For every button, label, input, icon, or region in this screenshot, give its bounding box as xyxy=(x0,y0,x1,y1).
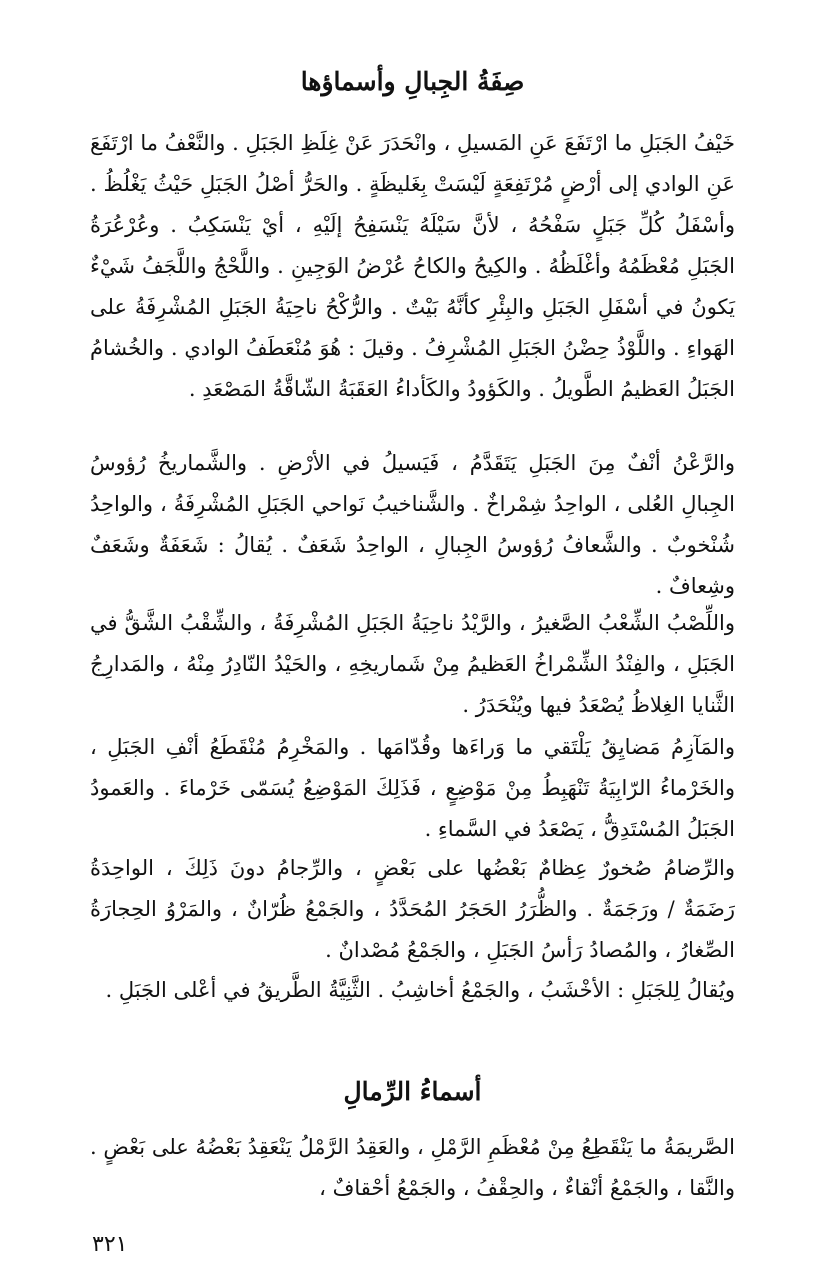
paragraph-mountain-passes: والمَآزِمُ مَضايِقُ يَلْتَقي ما وَراءَها وقُدّامَها . والمَخْرِمُ مُنْقَطَعُ أنْفِ الجَبَلِ ، والخَرْماءُ الرّابِيَةُ تَنْهَبِطُ مِنْ مَوْضِعٍ ، فَذَلِكَ المَوْضِعُ يُسَمّى خَرْماءَ . والعَمودُ الجَبَلُ المُسْتَدِقُّ ، يَصْعَدُ في السَّماءِ . xyxy=(90,735,735,841)
paragraph-mountain-paths: واللِّصْبُ الشِّعْبُ الصَّغيرُ ، والرَّيْدُ ناحِيَةُ الجَبَلِ المُشْرِفَةُ ، والشِّقْبُ الشَّقُّ في الجَبَلِ ، والفِنْدُ الشِّمْراخُ العَظيمُ مِنْ شَماريخِهِ ، والحَيْدُ النّادِرُ مِنْهُ ، والمَدارِجُ الثَّنايا الغِلاظُ يُصْعَدُ فيها ويُنْحَدَرُ . xyxy=(90,611,735,717)
paragraph-mountain-names: ويُقالُ لِلجَبَلِ : الأخْشَبُ ، والجَمْعُ أخاشِبُ . الثَّنِيَّةُ الطَّريقُ في أعْلى الجَبَلِ . xyxy=(105,978,735,1002)
section-heading-mountains: صِفَةُ الجِبالِ وأسماؤها xyxy=(300,67,525,96)
paragraph-sand-names: الصَّريمَةُ ما يَنْقَطِعُ مِنْ مُعْظَمِ الرَّمْلِ ، والعَقِدُ الرَّمْلُ يَنْعَقِدُ بَعْضُهُ على بَعْضٍ . والنَّقا ، والجَمْعُ أنْقاءٌ ، والحِقْفُ ، والجَمْعُ أحْقافٌ ، xyxy=(90,1135,735,1200)
section-heading-sands: أسماءُ الرِّمالِ xyxy=(343,1077,482,1106)
paragraph-mountain-rocks: والرِّضامُ صُخورٌ عِظامٌ بَعْضُها على بَعْضٍ ، والرِّجامُ دونَ ذَلِكَ ، الواحِدَةُ رَضَمَةٌ / ورَجَمَةٌ . والظُّرَرُ الحَجَرُ المُحَدَّدُ ، والجَمْعُ ظُرّانٌ ، والمَرْوُ الحِجارَةُ الصِّغارُ ، والمُصادُ رَأسُ الجَبَلِ ، والجَمْعُ مُصْدانٌ . xyxy=(90,856,735,962)
page-number: ٣٢١ xyxy=(92,1232,128,1257)
paragraph-mountain-peaks: والرَّعْنُ أنْفٌ مِنَ الجَبَلِ يَتَقَدَّمُ ، فَيَسيلُ في الأرْضِ . والشَّماريخُ رُؤوسُ الجِبالِ العُلى ، الواحِدُ شِمْراخٌ . والشَّناخيبُ نَواحي الجَبَلِ المُشْرِفَةُ ، والواحِدُ شُنْخوبٌ . والشَّعافُ رُؤوسُ الجِبالِ ، الواحِدُ شَعَفٌ . يُقالُ : شَعَفَةٌ وشَعَفٌ وشِعافٌ . xyxy=(90,451,735,598)
paragraph-mountain-base: خَيْفُ الجَبَلِ ما ارْتَفَعَ عَنِ المَسيلِ ، وانْحَدَرَ عَنْ غِلَظِ الجَبَلِ . والنَّعْفُ ما ارْتَفَعَ عَنِ الوادي إلى أرْضٍ مُرْتَفِعَةٍ لَيْسَتْ بِغَليظَةٍ . والحَرُّ أصْلُ الجَبَلِ حَيْثُ يَغْلُظُ . وأسْفَلُ كُلِّ جَبَلٍ سَفْحُهُ ، لأنَّ سَيْلَهُ يَنْسَفِحُ إلَيْهِ ، أيْ يَنْسَكِبُ . وعُرْعُرَةُ الجَبَلِ مُعْظَمُهُ وأغْلَظُهُ . والكِيحُ والكاحُ عُرْضُ الوَجِينِ . واللَّحْجُ واللَّجَفُ شَيْءٌ يَكونُ في أسْفَلِ الجَبَلِ والبِئْرِ كأنَّهُ بَيْتٌ . والرُّكْحُ ناحِيَةُ الجَبَلِ المُشْرِفَةُ على الهَواءِ . واللَّوْذُ حِضْنُ الجَبَلِ المُشْرِفُ . وقيلَ : هُوَ مُنْعَطَفُ الوادي . والخُشامُ الجَبَلُ العَظيمُ الطَّويلُ . والكَؤودُ والكَأداءُ العَقَبَةُ الشّاقَّةُ المَصْعَدِ . xyxy=(90,131,735,401)
